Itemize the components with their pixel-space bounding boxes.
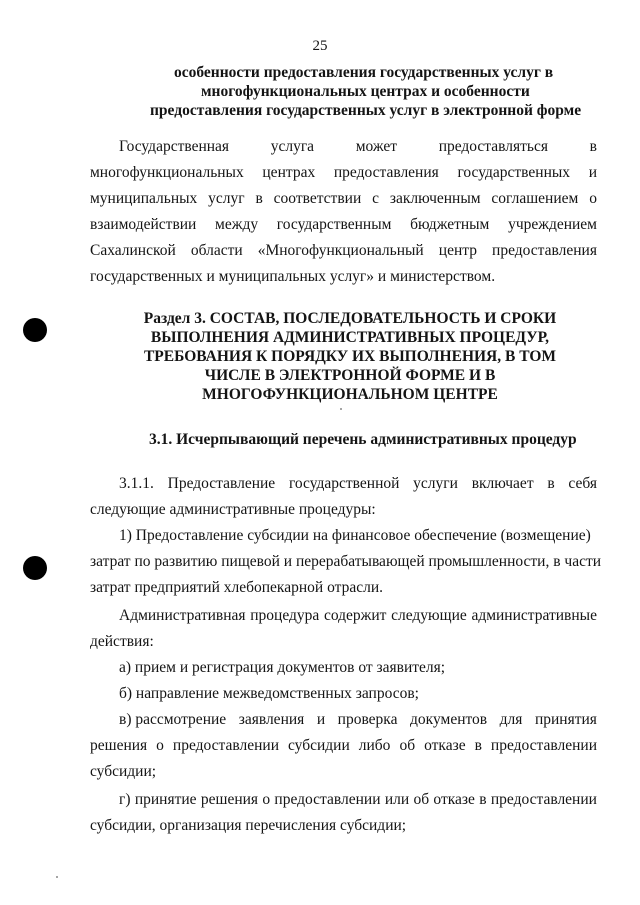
word: о — [156, 737, 164, 754]
word: в — [589, 138, 597, 155]
word: Государственная — [119, 138, 230, 155]
list-item — [119, 710, 597, 730]
word: решения — [90, 737, 148, 754]
word: проверка — [337, 711, 398, 728]
word: об — [399, 737, 416, 754]
text-line — [119, 474, 597, 494]
heading-line: особенности предоставления государственных услуг в — [174, 64, 554, 81]
word: центрах — [262, 164, 316, 181]
word: в — [474, 737, 482, 754]
word: области — [190, 242, 243, 259]
scan-speck — [56, 876, 58, 878]
scan-speck — [340, 408, 342, 410]
text-line: субсидии; — [90, 763, 157, 780]
text-line: действия: — [90, 633, 154, 650]
word: документов — [410, 711, 488, 728]
text-line: 1) Предоставление субсидии на финансовое обеспечение (возмещение) — [119, 527, 591, 544]
punch-hole — [23, 556, 47, 580]
word: Предоставление — [167, 475, 276, 492]
word: включает — [471, 475, 534, 492]
heading-line: предоставления государственных услуг в электронной форме — [150, 102, 582, 119]
list-item: а) прием и регистрация документов от заявителя; — [119, 659, 446, 676]
word: и — [316, 711, 326, 728]
text-line — [90, 241, 597, 261]
word: услуга — [270, 138, 315, 155]
section-heading-line: ВЫПОЛНЕНИЯ АДМИНИСТРАТИВНЫХ ПРОЦЕДУР, — [150, 329, 550, 346]
word: в) рассмотрение — [119, 711, 227, 728]
text-line: затрат предприятий хлебопекарной отрасли. — [90, 579, 383, 596]
word: государственных — [457, 164, 571, 181]
word: муниципальных — [90, 190, 198, 207]
word: заключенным — [389, 190, 481, 207]
word: может — [355, 138, 398, 155]
word: Сахалинской — [90, 242, 176, 259]
text-line — [90, 736, 597, 756]
word: субсидии — [288, 737, 350, 754]
text-line — [90, 215, 597, 235]
word: себя — [568, 475, 597, 492]
word: в — [255, 190, 263, 207]
word: предоставляться — [438, 138, 548, 155]
word: Административная — [119, 607, 246, 624]
word: «Многофункциональный — [257, 242, 424, 259]
word: для — [499, 711, 523, 728]
word: в — [479, 791, 487, 808]
word: многофункциональных — [90, 164, 244, 181]
word: о — [589, 190, 597, 207]
word: об — [413, 791, 430, 808]
text-line: государственных и муниципальных услуг» и министерством. — [90, 268, 496, 285]
word: с — [372, 190, 379, 207]
word: предоставления — [333, 164, 439, 181]
word: предоставлении — [490, 791, 597, 808]
word: услуги — [413, 475, 458, 492]
text-line: затрат по развитию пищевой и перерабатывающей промышленности, в части — [90, 553, 602, 570]
text-line — [119, 137, 597, 157]
list-item — [119, 790, 597, 810]
section-heading-line: МНОГОФУНКЦИОНАЛЬНОМ ЦЕНТРЕ — [202, 386, 498, 403]
text-line — [90, 163, 597, 183]
list-item: б) направление межведомственных запросов; — [119, 685, 419, 702]
section-heading-line: ЧИСЛЕ В ЭЛЕКТРОННОЙ ФОРМЕ И В — [204, 367, 496, 384]
word: предоставления — [492, 242, 597, 259]
word: отказе — [424, 737, 466, 754]
word: предоставлении — [274, 791, 381, 808]
word: либо — [358, 737, 391, 754]
section-heading-line: ТРЕБОВАНИЯ К ПОРЯДКУ ИХ ВЫПОЛНЕНИЯ, В ТОМ — [143, 348, 557, 365]
word: содержит — [323, 607, 387, 624]
word: и — [588, 164, 597, 181]
word: центр — [438, 242, 477, 259]
word: принятия — [534, 711, 597, 728]
heading-line: многофункциональных центрах и особенности — [201, 83, 530, 100]
word: услуг — [208, 190, 245, 207]
word: государственным — [276, 216, 392, 233]
word: отказе — [433, 791, 475, 808]
word: соответствии — [273, 190, 362, 207]
word: учреждением — [508, 216, 597, 233]
page-number: 25 — [312, 38, 328, 54]
word: следующие — [391, 607, 467, 624]
word: или — [384, 791, 410, 808]
section-heading-line: Раздел 3. СОСТАВ, ПОСЛЕДОВАТЕЛЬНОСТЬ И СРОКИ — [143, 310, 557, 327]
word: решения — [200, 791, 259, 808]
word: предоставлении — [490, 737, 597, 754]
word: в — [547, 475, 555, 492]
word: взаимодействии — [90, 216, 197, 233]
word: 3.1.1. — [119, 475, 154, 492]
word: соглашением — [491, 190, 579, 207]
word: административные — [471, 607, 597, 624]
word: г) — [119, 791, 131, 808]
text-line: следующие административные процедуры: — [90, 501, 376, 518]
word: государственной — [288, 475, 400, 492]
word: предоставлении — [172, 737, 279, 754]
word: между — [215, 216, 259, 233]
subsection-heading: 3.1. Исчерпывающий перечень административных процедур — [149, 431, 577, 448]
word: процедура — [250, 607, 320, 624]
punch-hole — [23, 318, 47, 342]
text-line: субсидии, организация перечисления субсидии; — [90, 817, 407, 834]
word: заявления — [238, 711, 305, 728]
text-line — [119, 606, 597, 626]
word: о — [262, 791, 271, 808]
text-line — [90, 189, 597, 209]
word: принятие — [134, 791, 197, 808]
word: бюджетным — [410, 216, 490, 233]
